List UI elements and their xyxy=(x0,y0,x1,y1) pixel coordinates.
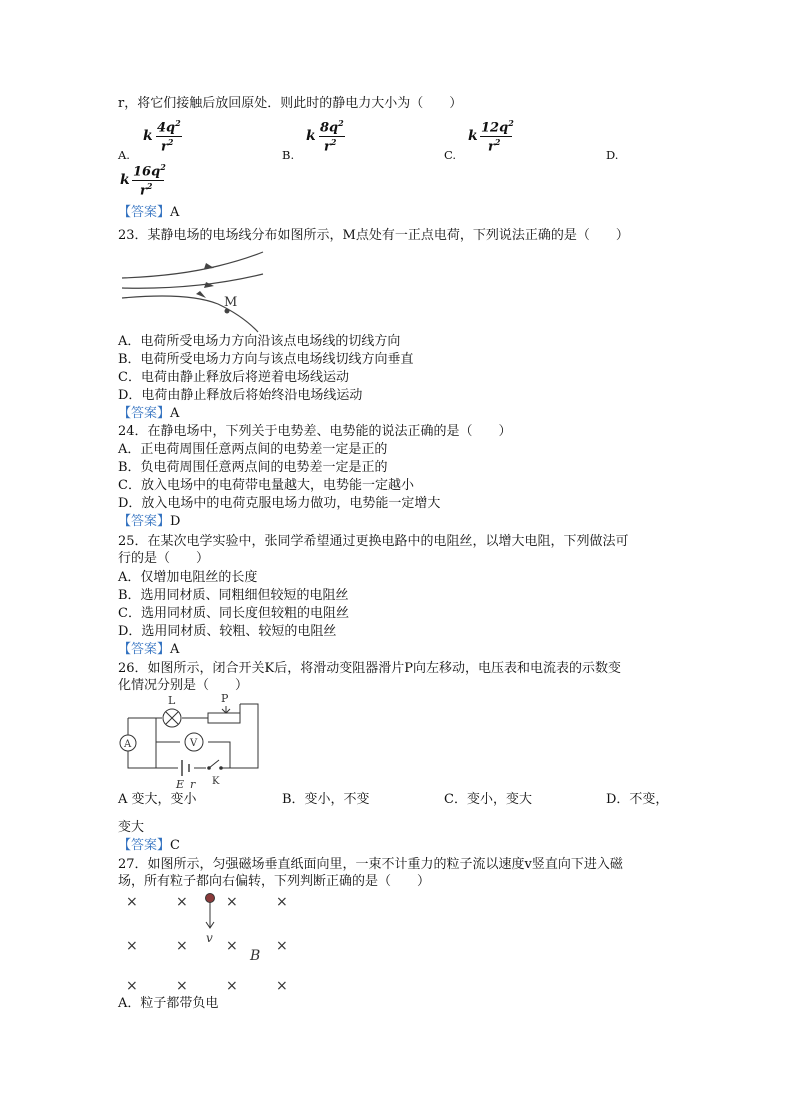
q24-stem: 24．在静电场中，下列关于电势差、电势能的说法正确的是（ ） xyxy=(118,424,512,439)
q22-option-d-letter: D. xyxy=(606,148,619,162)
slider-p-label: P xyxy=(221,692,229,705)
q25-option-a: A．仅增加电阻丝的长度 xyxy=(118,570,258,585)
q26-option-c: C．变小，变大 xyxy=(444,792,532,807)
field-cross-mark: × xyxy=(276,894,288,910)
q26-option-b: B．变小，不变 xyxy=(282,792,370,807)
q22-stem-tail: r，将它们接触后放回原处．则此时的静电力大小为（ ） xyxy=(118,96,463,111)
field-cross-mark: × xyxy=(126,978,138,994)
q25-answer: 【答案】A xyxy=(118,642,180,657)
point-m-label: M xyxy=(224,295,238,310)
field-cross-mark: × xyxy=(276,978,288,994)
q27-option-a: A．粒子都带负电 xyxy=(118,996,219,1011)
q22-option-a-letter: A. xyxy=(118,148,130,162)
field-b-label: B xyxy=(250,948,261,964)
q25-stem-line1: 25．在某次电学实验中，张同学希望通过更换电路中的电阻丝，以增大电阻，下列做法可 xyxy=(118,534,629,549)
q25-option-c: C．选用同材质、同长度但较粗的电阻丝 xyxy=(118,606,349,621)
q22-option-c-letter: C. xyxy=(444,148,457,162)
switch-k-label: K xyxy=(212,776,220,787)
q23-option-c: C．电荷由静止释放后将逆着电场线运动 xyxy=(118,370,349,385)
field-cross-mark: × xyxy=(276,938,288,954)
slider-p xyxy=(222,706,230,713)
field-cross-mark: × xyxy=(126,938,138,954)
q24-answer: 【答案】D xyxy=(118,514,181,529)
q26-option-d: D．不变， xyxy=(606,792,669,807)
q22-answer: 【答案】A xyxy=(118,205,180,220)
field-cross-mark: × xyxy=(226,938,238,954)
field-line-2 xyxy=(122,274,263,288)
q23-stem: 23．某静电场的电场线分布如图所示，M点处有一正点电荷，下列说法正确的是（ ） xyxy=(118,228,629,243)
q26-option-a: A 变大，变小 xyxy=(118,792,197,807)
q26-stem-line1: 26．如图所示，闭合开关K后，将滑动变阻器滑片P向左移动，电压表和电流表的示数变 xyxy=(118,661,622,676)
switch-k xyxy=(209,760,219,768)
q23-option-b: B．电荷所受电场力方向与该点电场线切线方向垂直 xyxy=(118,352,414,367)
q24-option-d: D．放入电场中的电荷克服电场力做功，电势能一定增大 xyxy=(118,496,441,511)
field-cross-mark: × xyxy=(226,978,238,994)
field-cross-mark: × xyxy=(176,894,188,910)
field-cross-mark: × xyxy=(226,894,238,910)
field-cross-mark: × xyxy=(126,894,138,910)
battery-r-label: r xyxy=(190,778,196,791)
q23-option-d: D．电荷由静止释放后将始终沿电场线运动 xyxy=(118,388,363,403)
voltmeter-v-label: V xyxy=(190,738,198,749)
q23-electric-field-figure xyxy=(118,248,278,334)
q24-option-c: C．放入电场中的电荷带电量越大，电势能一定越小 xyxy=(118,478,414,493)
field-line-3 xyxy=(122,296,258,332)
ammeter-a-label: A xyxy=(124,739,132,750)
velocity-v-label: v xyxy=(206,931,213,945)
q24-option-b: B．负电荷周围任意两点间的电势差一定是正的 xyxy=(118,460,388,475)
q23-option-a: A．电荷所受电场力方向沿该点电场线的切线方向 xyxy=(118,334,401,349)
q26-option-d-continued: 变大 xyxy=(118,820,145,835)
field-line-1 xyxy=(122,252,263,278)
q22-option-b-letter: B. xyxy=(282,148,295,162)
q27-magnetic-field-figure xyxy=(118,890,298,994)
arrow-head-3 xyxy=(196,291,206,298)
q26-stem-line2: 化情况分别是（ ） xyxy=(118,678,249,693)
q25-option-b: B．选用同材质、同粗细但较短的电阻丝 xyxy=(118,588,349,603)
field-cross-mark: × xyxy=(176,978,188,994)
q26-answer: 【答案】C xyxy=(118,838,180,853)
field-cross-mark: × xyxy=(176,938,188,954)
battery-e-label: E xyxy=(176,778,185,791)
lamp-l-label: L xyxy=(168,694,176,707)
battery xyxy=(182,760,189,776)
q26-circuit-figure xyxy=(118,694,268,792)
q25-stem-line2: 行的是（ ） xyxy=(118,551,210,566)
q27-stem-line1: 27．如图所示，匀强磁场垂直纸面向里，一束不计重力的粒子流以速度v竖直向下进入磁 xyxy=(118,857,623,872)
q23-answer: 【答案】A xyxy=(118,406,180,421)
q25-option-d: D．选用同材质、较粗、较短的电阻丝 xyxy=(118,624,337,639)
arrow-head-1 xyxy=(204,263,214,269)
q24-option-a: A．正电荷周围任意两点间的电势差一定是正的 xyxy=(118,442,388,457)
velocity-arrow xyxy=(206,902,214,928)
q27-stem-line2: 场，所有粒子都向右偏转，下列判断正确的是（ ） xyxy=(118,874,431,889)
particle xyxy=(206,894,215,903)
